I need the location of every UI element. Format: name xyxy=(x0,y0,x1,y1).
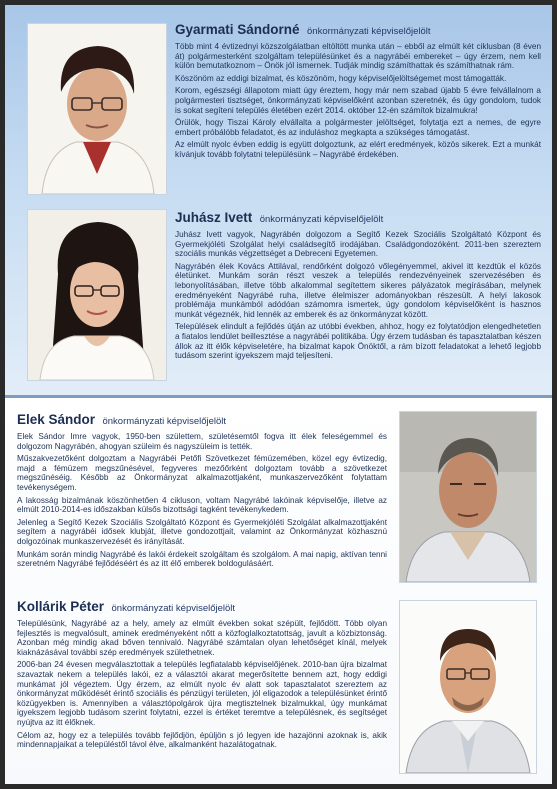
bio-paragraph: Településünk, Nagyrábé az a hely, amely az elmúlt években sokat szépült, fejlődött. Több olyan fejlesztés is megvalósult, aminek eredményeként nőtt a közfoglalkoztatottság, javult a közbiztonság. Azonban még mindig akad bőven tennivaló. Nagyrábé számtalan olyan lehetőséget kínál, melyek kiaknázásával további szép eredmények születhetnek. xyxy=(17,619,387,657)
bio-paragraph: Korom, egészségi állapotom miatt úgy éreztem, hogy már nem szabad újabb 5 évre felvállalnom a polgármesteri tisztséget, önkormányzati képviselőként azonban szeretnék, és úgy gondolom, tudok is sokat segíteni település életében ezért 2014. október 12-én számítok bizalmukra! xyxy=(175,86,541,115)
candidate-photo-gyarmati xyxy=(27,23,167,195)
candidate-role: önkormányzati képviselőjelölt xyxy=(259,214,384,225)
bio-paragraph: Célom az, hogy ez a település tovább fejlődjön, épüljön s jó legyen ide hazajönni azoknak is, akik mindennapjaikat a településtől távol élve, alkalmanként hazalátogatnak. xyxy=(17,730,387,750)
bio-paragraph: Az elmúlt nyolc évben eddig is együtt dolgoztunk, az elért eredmények, közös sikerek. Ezt a munkát kívánjuk tovább folytatni településünk – Nagyrábé érdekében. xyxy=(175,140,541,159)
bio-paragraph: Köszönöm az eddigi bizalmat, és köszönöm, hogy képviselőjelöltségemet most támogatták. xyxy=(175,73,507,83)
section-divider xyxy=(5,395,552,398)
candidate-section-elek xyxy=(17,412,387,572)
candidate-name: Gyarmati Sándorné xyxy=(175,22,300,37)
bio-paragraph: Nagyrábén élek Kovács Attilával, rendőrként dolgozó vőlegényemmel, akivel itt kezdtük el közös életünket. Munkám során részt veszek a település rendezvényeinek szervezésében és lebonyolításában, illetve több alkalommal segítettem sikeres pályázatok megírásában, melynek eredményeként Nagyrábé ruha, illetve élelmiszer adományokban részesült. A helyi lakosok problémája munkámból adódóan számomra ismertek, úgy gondolom képviselőként is hasznos munkát végeznék, hid lennék az emberek és az önkormányzat között. xyxy=(175,261,541,319)
candidate-role: önkormányzati képviselőjelölt xyxy=(307,26,431,37)
candidate-name: Juhász Ivett xyxy=(175,210,253,225)
candidate-photo-kollarik xyxy=(399,600,537,774)
leaflet-page xyxy=(5,5,552,784)
bio-paragraph: Jelenleg a Segítő Kezek Szociális Szolgáltató Központ és Gyermekjóléti Szolgálat alkalmazottjaként segítem a nagyrábéi idősek klubját, illetve gondozottjait, valamint az Önkormányzat közhasznú dolgozóinak munkaszervezését és irányítását. xyxy=(17,517,387,546)
candidate-role: önkormányzati képviselőjelölt xyxy=(111,603,236,614)
candidate-role: önkormányzati képviselőjelölt xyxy=(102,416,227,427)
candidate-name: Elek Sándor xyxy=(17,412,96,427)
candidate-section-kollarik xyxy=(17,599,387,753)
bio-paragraph: 2006-ban 24 évesen megválasztottak a település legfiatalabb képviselőjének. 2010-ban újra bizalmat szavaztak nekem a település lakói, ez a választói akarat megerősítette bennem azt, hogy eddigi munkámat jól végeztem. Úgy érzem, az elmúlt nyolc év alatt sok tapasztalatot szereztem az önkormányzat működését érintő szociális és pénzügyi területen, jól eligazodok a településünket érintő közügyekben is. Amennyiben a választópolgárok újra megtisztelnek bizalmukkal, úgy munkámat igyekszem legjobb tudásom szerint folytatni, ezzel is értéket teremtve a településnek, és segítséget nyújtva az itt élőknek. xyxy=(17,660,387,727)
bio-paragraph: Örülök, hogy Tiszai Károly elvállalta a polgármester jelöltséget, folytatja ezt a nemes, de egyre embert próbálóbb feladatot, és az induláshoz megkapta a szükséges támogatást. xyxy=(175,118,541,137)
bio-paragraph: Több mint 4 évtizednyi közszolgálatban eltöltött munka után – ebből az elmúlt két ciklusban (8 éven át) polgármesterként szolgáltam településünket és a nagyrábéi embereket – úgy érzem, nem kell külön bemutatkoznom – Önök jól ismernek. Tudják mindig számíthattak és számíthatnak rám. xyxy=(175,42,541,71)
candidate-section-juhasz xyxy=(175,210,541,364)
bio-paragraph: Munkám során mindig Nagyrábé és lakói érdekeit szolgáltam és szolgálom. A mai napig, aktívan tenni szeretném Nagyrábé fejlődéséért és az itt élő emberek boldogulásáért. xyxy=(17,549,387,569)
candidate-photo-elek xyxy=(399,411,537,583)
candidate-photo-juhasz xyxy=(27,209,167,381)
candidate-section-gyarmati xyxy=(175,22,541,163)
bio-paragraph: A lakosság bizalmának köszönhetően 4 cikluson, voltam Nagyrábé lakóinak képviselője, illetve az elmúlt 2010-2014-es időszakban külsős bizottsági tagként tevékenykedem. xyxy=(17,495,387,515)
bio-paragraph: Elek Sándor Imre vagyok, 1950-ben születtem, születésemtől fogva itt élek feleségemmel és dolgozom Nagyrábén, ahogyan szüleim és nagyszüleim is tették. xyxy=(17,432,387,451)
candidate-name: Kollárik Péter xyxy=(17,599,105,614)
bio-paragraph: Műszakvezetőként dolgoztam a Nagyrábéi Petőfi Szövetkezet fémüzemében, közel egy évtizedig, majd a fémüzem megszűnésével, fegyveres mezőőrként dolgoztam tovább a szövetkezet megszűnéséig. Később az Önkormányzat alkalmazottjaként, munkaszervezőként folytattam tevékenységem. xyxy=(17,454,387,492)
bio-paragraph: Juhász Ivett vagyok, Nagyrábén dolgozom a Segítő Kezek Szociális Szolgáltató Központ és Gyermekjóléti Szolgálat helyi családsegítő irodájában. Családgondozóként. 2011-ben szereztem szociális munkás végzettséget a Debreceni Egyetemen. xyxy=(175,230,541,259)
bio-paragraph: Települések elindult a fejlődés útján az utóbbi években, ahhoz, hogy ez folytatódjon elengedhetetlen a fiatalos lendület beillesztése a nagyrábéi politikába. Úgy érzem tudásban és tapasztalatban készen állok az itt élők képviseletére, ha bizalmat kapok Önöktől, a rám bízott feladatokat a lehető legjobb tudásom szerint igyekszem majd teljesíteni. xyxy=(175,322,541,361)
